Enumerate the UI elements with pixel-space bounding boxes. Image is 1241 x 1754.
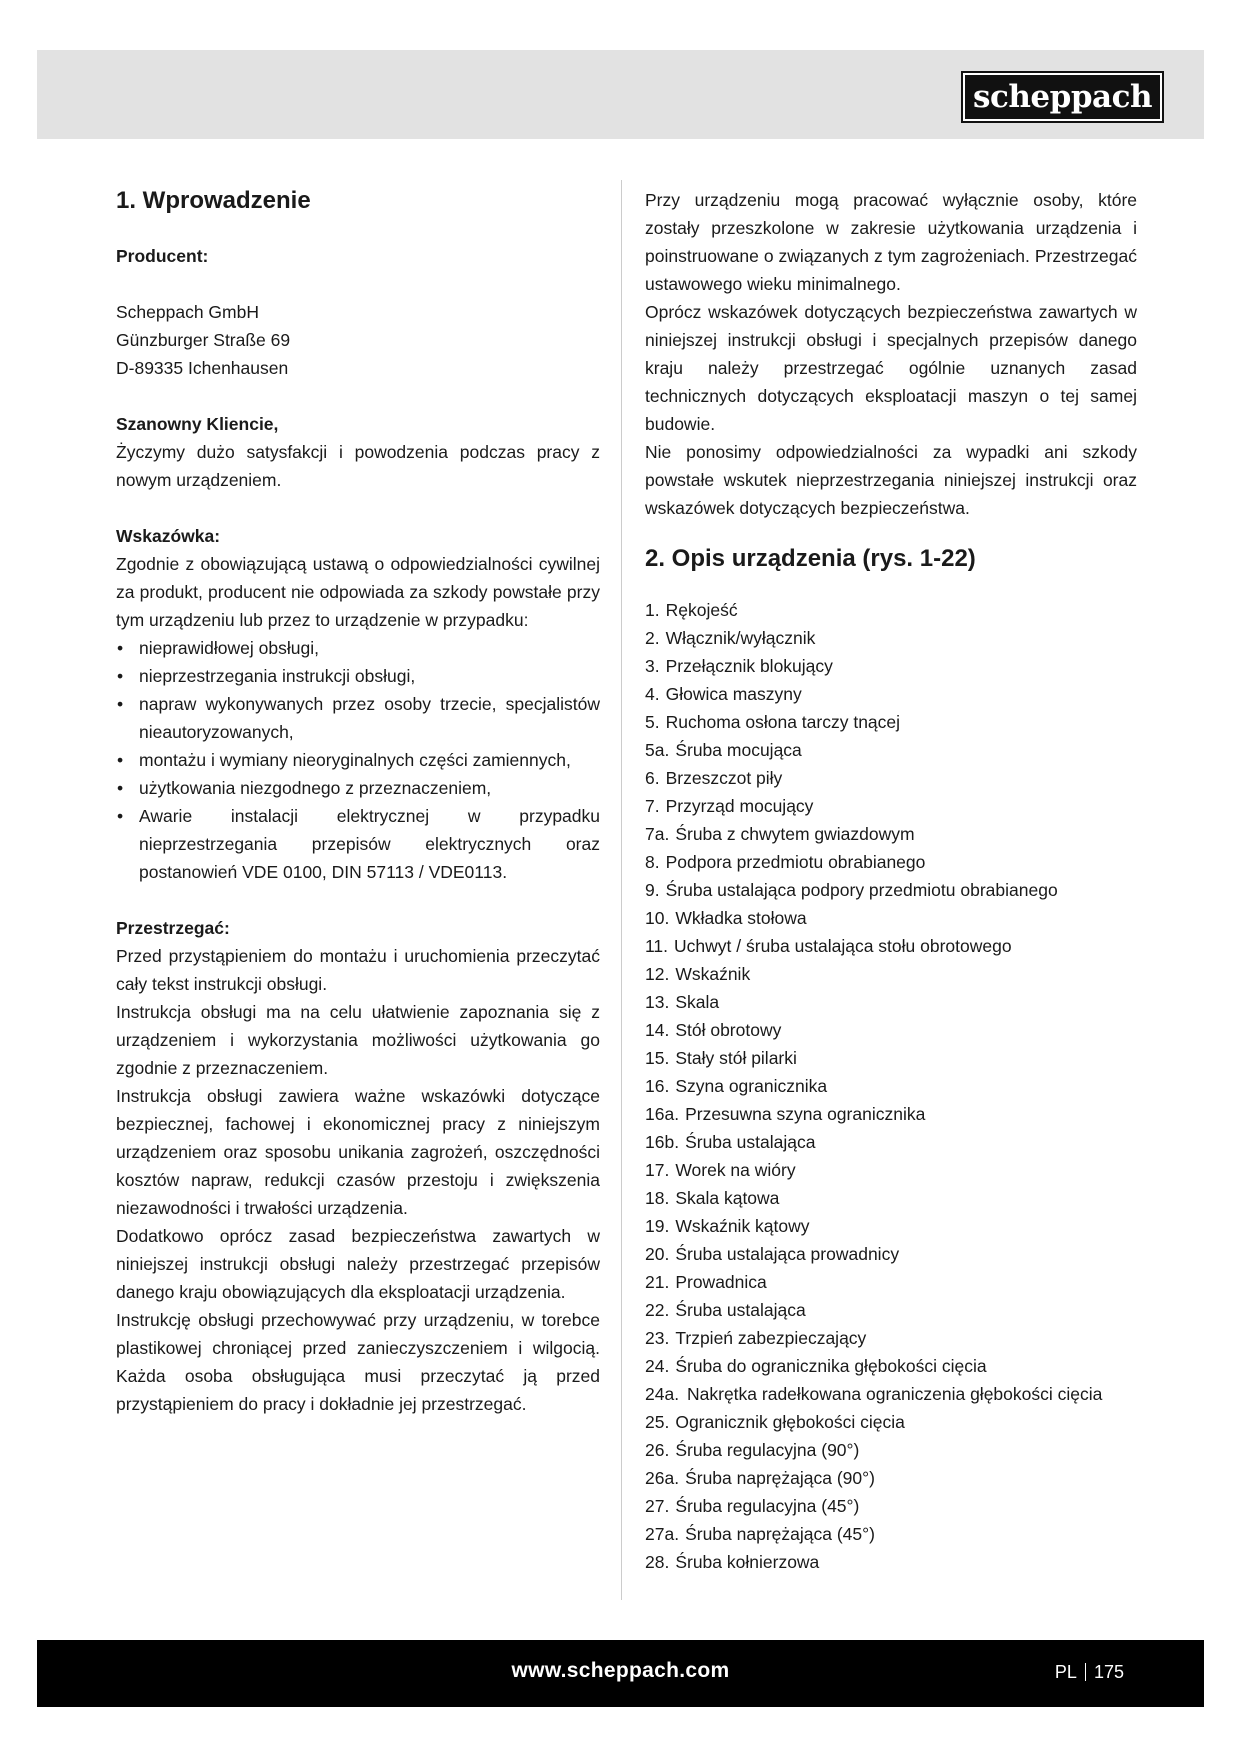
part-item xyxy=(645,1072,1137,1100)
part-number: 1. xyxy=(645,600,660,620)
list-item: • napraw wykonywanych przez osoby trzecie, specjalistów nieautoryzowanych, xyxy=(116,690,600,746)
part-label: Przesuwna szyna ogranicznika xyxy=(685,1104,926,1124)
page-indicator xyxy=(1055,1662,1124,1683)
part-item xyxy=(645,960,1137,988)
left-column xyxy=(116,186,600,1418)
dear-customer-text: Życzymy dużo satysfakcji i powodzenia podczas pracy z nowym urządzeniem. xyxy=(116,442,600,490)
part-item xyxy=(645,1212,1137,1240)
part-number: 26a. xyxy=(645,1468,680,1488)
part-label: Ruchoma osłona tarczy tnącej xyxy=(665,712,901,732)
part-number: 15. xyxy=(645,1048,670,1068)
part-number: 20. xyxy=(645,1244,670,1264)
part-number: 4. xyxy=(645,684,660,704)
part-number: 26. xyxy=(645,1440,670,1460)
part-item xyxy=(645,792,1137,820)
part-item xyxy=(645,736,1137,764)
producer-address-line: Günzburger Straße 69 xyxy=(116,330,291,350)
header-band xyxy=(37,50,1204,139)
part-label: Wskaźnik kątowy xyxy=(675,1216,810,1236)
part-number: 22. xyxy=(645,1300,670,1320)
part-label: Brzeszczot piły xyxy=(665,768,783,788)
part-label: Skala kątowa xyxy=(675,1188,780,1208)
part-item xyxy=(645,764,1137,792)
producer-heading: Producent: xyxy=(116,246,209,266)
part-item xyxy=(645,1100,1137,1128)
part-label: Śruba naprężająca (45°) xyxy=(685,1524,875,1544)
intro-paragraph: Oprócz wskazówek dotyczących bezpieczeństwa zawartych w niniejszej instrukcji obsługi i specjalnych przepisów danego kraju należy przestrzegać ogólnie uznanych zasad technicznych dotyczących eksploatacji maszyn o tej samej budowie. xyxy=(645,302,1137,434)
part-item xyxy=(645,820,1137,848)
part-number: 5a. xyxy=(645,740,670,760)
observe-heading: Przestrzegać: xyxy=(116,918,230,938)
part-item xyxy=(645,1240,1137,1268)
part-label: Wkładka stołowa xyxy=(675,908,807,928)
part-item xyxy=(645,1044,1137,1072)
part-number: 27a. xyxy=(645,1524,680,1544)
part-label: Skala xyxy=(675,992,720,1012)
part-item xyxy=(645,680,1137,708)
part-item xyxy=(645,988,1137,1016)
part-label: Śruba mocująca xyxy=(675,740,802,760)
part-label: Prowadnica xyxy=(675,1272,767,1292)
part-number: 6. xyxy=(645,768,660,788)
part-number: 3. xyxy=(645,656,660,676)
part-label: Śruba ustalająca podpory przedmiotu obrabianego xyxy=(665,880,1058,900)
part-number: 9. xyxy=(645,880,660,900)
column-divider xyxy=(621,180,622,1600)
part-item xyxy=(645,1352,1137,1380)
part-label: Wskaźnik xyxy=(675,964,751,984)
part-item xyxy=(645,1156,1137,1184)
part-number: 21. xyxy=(645,1272,670,1292)
part-number: 28. xyxy=(645,1552,670,1572)
part-number: 10. xyxy=(645,908,670,928)
liability-exclusions-list xyxy=(116,634,600,886)
part-number: 16. xyxy=(645,1076,670,1096)
part-label: Śruba regulacyjna (45°) xyxy=(675,1496,860,1516)
footer-band xyxy=(37,1640,1204,1707)
page-separator xyxy=(1085,1663,1086,1681)
part-item xyxy=(645,1520,1137,1548)
part-number: 24. xyxy=(645,1356,670,1376)
intro-paragraph: Nie ponosimy odpowiedzialności za wypadki ani szkody powstałe wskutek nieprzestrzegania niniejszej instrukcji oraz wskazówek dotyczących bezpieczeństwa. xyxy=(645,442,1137,518)
part-item xyxy=(645,1324,1137,1352)
list-item: • Awarie instalacji elektrycznej w przypadku nieprzestrzegania przepisów elektrycznych oraz postanowień VDE 0100, DIN 57113 / VDE0113. xyxy=(116,802,600,886)
part-label: Trzpień zabezpieczający xyxy=(675,1328,867,1348)
scheppach-logo: scheppach xyxy=(961,71,1164,123)
right-column xyxy=(645,186,1137,1576)
part-number: 13. xyxy=(645,992,670,1012)
part-label: Stały stół pilarki xyxy=(675,1048,797,1068)
part-number: 8. xyxy=(645,852,660,872)
part-label: Uchwyt / śruba ustalająca stołu obrotowego xyxy=(674,936,1012,956)
part-label: Śruba do ogranicznika głębokości cięcia xyxy=(675,1356,987,1376)
part-number: 11. xyxy=(645,936,669,956)
part-number: 12. xyxy=(645,964,670,984)
observe-paragraph: Instrukcja obsługi ma na celu ułatwienie zapoznania się z urządzeniem i wykorzystania możliwości użytkowania go zgodnie z przeznaczeniem. xyxy=(116,1002,600,1078)
part-label: Worek na wióry xyxy=(675,1160,796,1180)
part-label: Śruba ustalająca xyxy=(675,1300,806,1320)
part-number: 17. xyxy=(645,1160,670,1180)
part-number: 25. xyxy=(645,1412,670,1432)
part-label: Przełącznik blokujący xyxy=(665,656,833,676)
part-item xyxy=(645,848,1137,876)
part-label: Głowica maszyny xyxy=(665,684,802,704)
dear-customer-heading: Szanowny Kliencie, xyxy=(116,414,279,434)
part-item xyxy=(645,1016,1137,1044)
part-label: Włącznik/wyłącznik xyxy=(665,628,816,648)
note-text: Zgodnie z obowiązującą ustawą o odpowiedzialności cywilnej za produkt, producent nie odpowiada za szkody powstałe przy tym urządzeniu lub przez to urządzenie w przypadku: xyxy=(116,554,600,630)
part-label: Rękojeść xyxy=(665,600,738,620)
part-item xyxy=(645,1408,1137,1436)
part-item xyxy=(645,1548,1137,1576)
part-item xyxy=(645,1128,1137,1156)
observe-paragraph: Dodatkowo oprócz zasad bezpieczeństwa zawartych w niniejszej instrukcji obsługi należy przestrzegać przepisów danego kraju obowiązujących dla eksploatacji urządzenia. xyxy=(116,1226,600,1302)
part-item xyxy=(645,904,1137,932)
part-item xyxy=(645,708,1137,736)
part-number: 2. xyxy=(645,628,660,648)
part-item xyxy=(645,932,1137,960)
observe-paragraph: Instrukcję obsługi przechowywać przy urządzeniu, w torebce plastikowej chroniącej przed zanieczyszczeniem i wilgocią. Każda osoba obsługująca musi przeczytać ją przed przystąpieniem do pracy i dokładnie jej przestrzegać. xyxy=(116,1310,600,1414)
part-item xyxy=(645,624,1137,652)
part-item xyxy=(645,1380,1137,1408)
part-label: Ogranicznik głębokości cięcia xyxy=(675,1412,905,1432)
part-label: Śruba kołnierzowa xyxy=(675,1552,820,1572)
part-label: Przyrząd mocujący xyxy=(665,796,814,816)
part-number: 23. xyxy=(645,1328,670,1348)
intro-paragraph: Przy urządzeniu mogą pracować wyłącznie osoby, które zostały przeszkolone w zakresie użytkowania urządzenia i poinstruowane o związanych z tym zagrożeniach. Przestrzegać ustawowego wieku minimalnego. xyxy=(645,190,1137,294)
part-item xyxy=(645,652,1137,680)
part-label: Śruba ustalająca prowadnicy xyxy=(675,1244,900,1264)
part-number: 24a. xyxy=(645,1384,680,1404)
part-number: 19. xyxy=(645,1216,670,1236)
page-number: 175 xyxy=(1093,1662,1124,1682)
section-title-device-description: 2. Opis urządzenia (rys. 1-22) xyxy=(645,545,976,572)
note-heading: Wskazówka: xyxy=(116,526,221,546)
part-number: 5. xyxy=(645,712,660,732)
list-item: • nieprzestrzegania instrukcji obsługi, xyxy=(116,662,600,690)
producer-address-line: D-89335 Ichenhausen xyxy=(116,358,289,378)
part-number: 16a. xyxy=(645,1104,680,1124)
part-item xyxy=(645,1464,1137,1492)
parts-list xyxy=(645,596,1137,1576)
part-label: Nakrętka radełkowana ograniczenia głębokości cięcia xyxy=(687,1384,1103,1404)
list-item: • użytkowania niezgodnego z przeznaczeniem, xyxy=(116,774,600,802)
part-label: Szyna ogranicznika xyxy=(675,1076,828,1096)
list-item: • nieprawidłowej obsługi, xyxy=(116,634,600,662)
part-item xyxy=(645,1184,1137,1212)
language-code: PL xyxy=(1054,1662,1077,1682)
part-number: 27. xyxy=(645,1496,670,1516)
observe-paragraph: Przed przystąpieniem do montażu i uruchomienia przeczytać cały tekst instrukcji obsługi. xyxy=(116,946,600,994)
part-item xyxy=(645,596,1137,624)
part-label: Śruba z chwytem gwiazdowym xyxy=(675,824,915,844)
part-number: 16b. xyxy=(645,1132,680,1152)
part-label: Śruba ustalająca xyxy=(685,1132,816,1152)
part-item xyxy=(645,1492,1137,1520)
part-item xyxy=(645,1268,1137,1296)
part-number: 14. xyxy=(645,1020,670,1040)
producer-address-line: Scheppach GmbH xyxy=(116,302,259,322)
part-number: 18. xyxy=(645,1188,670,1208)
website-url: www.scheppach.com xyxy=(511,1659,730,1682)
part-number: 7a. xyxy=(645,824,670,844)
list-item: • montażu i wymiany nieoryginalnych części zamiennych, xyxy=(116,746,600,774)
part-item xyxy=(645,1436,1137,1464)
part-label: Podpora przedmiotu obrabianego xyxy=(665,852,926,872)
part-label: Śruba regulacyjna (90°) xyxy=(675,1440,860,1460)
section-title-introduction: 1. Wprowadzenie xyxy=(116,187,311,214)
observe-paragraph: Instrukcja obsługi zawiera ważne wskazówki dotyczące bezpiecznej, fachowej i ekonomicznej pracy z niniejszym urządzeniem oraz sposobu unikania zagrożeń, oszczędności kosztów napraw, redukcji czasów przestoju i zwiększenia niezawodności i trwałości urządzenia. xyxy=(116,1086,600,1218)
part-item xyxy=(645,1296,1137,1324)
part-number: 7. xyxy=(645,796,660,816)
part-label: Śruba naprężająca (90°) xyxy=(685,1468,875,1488)
part-label: Stół obrotowy xyxy=(675,1020,782,1040)
part-item xyxy=(645,876,1137,904)
